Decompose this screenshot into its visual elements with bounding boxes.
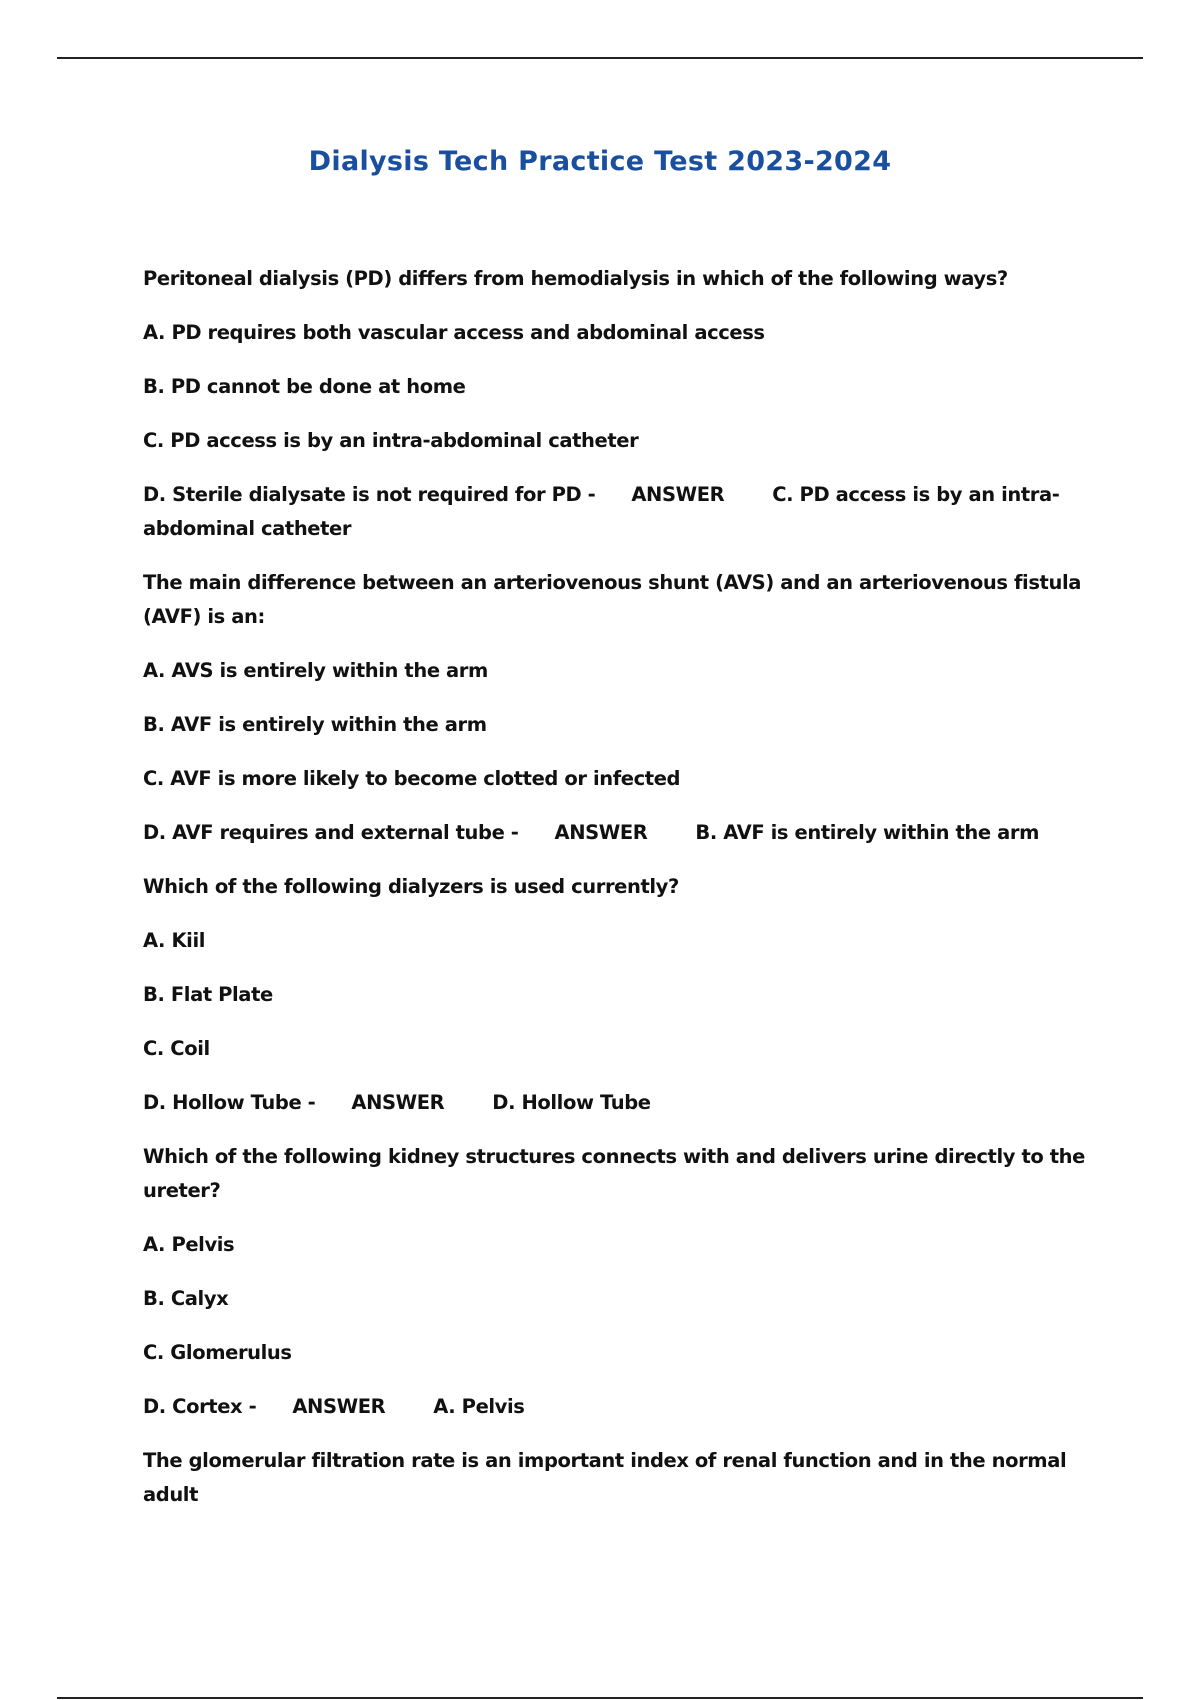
question-stem: The glomerular filtration rate is an important index of renal function and in the normal adult: [143, 1449, 1067, 1506]
option-b: B. Flat Plate: [143, 983, 273, 1006]
answer-text: C. PD access is by an intra-abdominal catheter: [143, 483, 1060, 540]
answer-label: ANSWER: [631, 483, 725, 506]
option-d: D. Cortex -: [143, 1395, 257, 1418]
question-stem: Which of the following dialyzers is used currently?: [143, 875, 679, 898]
option-b: B. AVF is entirely within the arm: [143, 713, 487, 736]
answer-label: ANSWER: [554, 821, 648, 844]
option-a: A. PD requires both vascular access and abdominal access: [143, 321, 765, 344]
answer-label: ANSWER: [292, 1395, 386, 1418]
question-stem: Peritoneal dialysis (PD) differs from hemodialysis in which of the following ways?: [143, 267, 1008, 290]
option-b: B. PD cannot be done at home: [143, 375, 466, 398]
answer-text: D. Hollow Tube: [492, 1091, 651, 1114]
option-a: A. Pelvis: [143, 1233, 235, 1256]
question-stem: The main difference between an arteriovenous shunt (AVS) and an arteriovenous fistula (AVF) is an:: [143, 571, 1081, 628]
bottom-divider: [57, 1697, 1143, 1699]
answer-text: A. Pelvis: [433, 1395, 525, 1418]
answer-label: ANSWER: [351, 1091, 445, 1114]
option-c: C. PD access is by an intra-abdominal catheter: [143, 429, 639, 452]
question-list: [143, 262, 1103, 1532]
answer-text: B. AVF is entirely within the arm: [695, 821, 1040, 844]
top-divider: [57, 57, 1143, 59]
question-stem: Which of the following kidney structures connects with and delivers urine directly to the ureter?: [143, 1145, 1085, 1202]
option-b: B. Calyx: [143, 1287, 229, 1310]
option-c: C. AVF is more likely to become clotted or infected: [143, 767, 681, 790]
option-d: D. Sterile dialysate is not required for PD -: [143, 483, 596, 506]
answer-line: [143, 478, 1103, 546]
answer-line: [143, 816, 1103, 850]
page-title: Dialysis Tech Practice Test 2023-2024: [308, 146, 892, 177]
option-d: D. AVF requires and external tube -: [143, 821, 519, 844]
answer-line: [143, 1086, 1103, 1120]
answer-line: [143, 1390, 1103, 1424]
option-c: C. Coil: [143, 1037, 210, 1060]
option-a: A. Kiil: [143, 929, 206, 952]
option-d: D. Hollow Tube -: [143, 1091, 316, 1114]
option-a: A. AVS is entirely within the arm: [143, 659, 488, 682]
option-c: C. Glomerulus: [143, 1341, 292, 1364]
